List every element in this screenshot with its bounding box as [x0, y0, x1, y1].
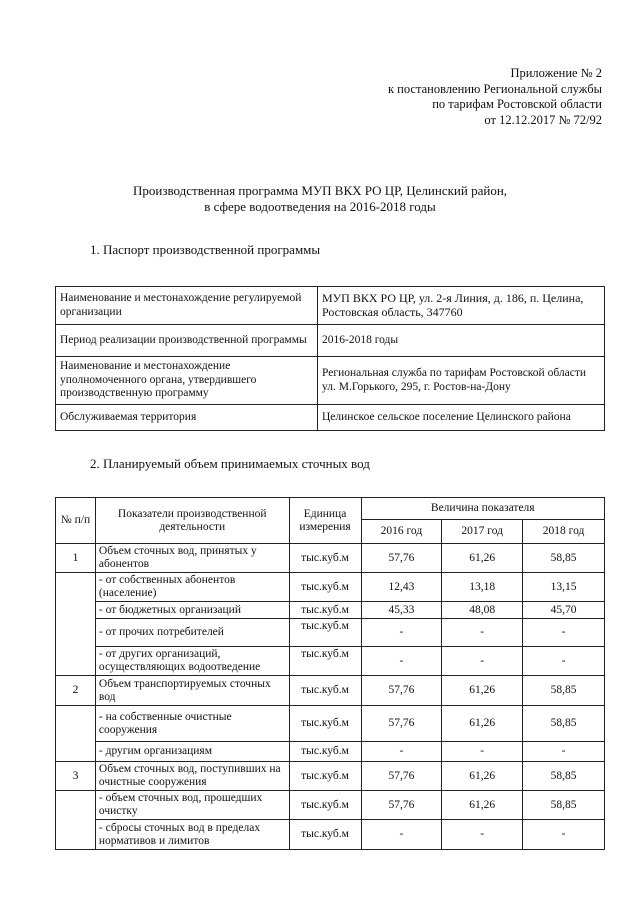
header-2017: 2017 год	[442, 520, 523, 544]
row-no	[56, 573, 96, 676]
section-1-heading: 1. Паспорт производственной программы	[90, 242, 321, 257]
row-2016: 57,76	[361, 544, 442, 573]
row-2017: 61,26	[442, 544, 523, 573]
passport-row	[56, 357, 605, 405]
passport-label: Наименование и местонахождение регулируемой организации	[56, 287, 318, 325]
row-2016: 57,76	[361, 706, 442, 742]
row-2017: 61,26	[442, 676, 523, 706]
row-2017: -	[442, 619, 523, 647]
row-no: 1	[56, 544, 96, 573]
row-no: 3	[56, 762, 96, 791]
row-unit: тыс.куб.м	[289, 791, 361, 820]
passport-row	[56, 405, 605, 431]
row-2017: -	[442, 647, 523, 676]
row-name: Объем сточных вод, поступивших на очистные сооружения	[95, 762, 289, 791]
row-unit: тыс.куб.м	[289, 602, 361, 619]
row-unit: тыс.куб.м	[289, 544, 361, 573]
row-2016: 57,76	[361, 762, 442, 791]
row-2017: 61,26	[442, 706, 523, 742]
row-2018: -	[523, 647, 605, 676]
table-row	[56, 762, 605, 791]
row-2016: -	[361, 647, 442, 676]
row-2016: 57,76	[361, 791, 442, 820]
row-name: - сбросы сточных вод в пределах нормативов и лимитов	[95, 820, 289, 850]
passport-table	[55, 286, 605, 431]
table-row	[56, 544, 605, 573]
passport-label: Обслуживаемая территория	[56, 405, 318, 431]
table-row	[56, 676, 605, 706]
passport-value: 2016-2018 годы	[318, 325, 605, 357]
section-2-heading: 2. Планируемый объем принимаемых сточных вод	[90, 456, 370, 471]
row-name: - на собственные очистные сооружения	[95, 706, 289, 742]
annex-line-3: по тарифам Ростовской области	[432, 97, 602, 111]
row-2017: -	[442, 742, 523, 762]
passport-row	[56, 287, 605, 325]
header-unit: Единица измерения	[289, 498, 361, 544]
passport-label: Наименование и местонахождение уполномоченного органа, утвердившего производственную программу	[56, 357, 318, 405]
row-2016: -	[361, 742, 442, 762]
row-2016: -	[361, 619, 442, 647]
row-unit: тыс.куб.м	[289, 762, 361, 791]
row-2018: 13,15	[523, 573, 605, 602]
row-unit: тыс.куб.м	[289, 619, 361, 647]
row-2018: 45,70	[523, 602, 605, 619]
row-unit: тыс.куб.м	[289, 647, 361, 676]
header-no: № п/п	[56, 498, 96, 544]
row-unit: тыс.куб.м	[289, 676, 361, 706]
table-row	[56, 647, 605, 676]
row-no: 2	[56, 676, 96, 706]
annex-line-1: Приложение № 2	[510, 66, 602, 80]
row-2016: 12,43	[361, 573, 442, 602]
row-2018: -	[523, 742, 605, 762]
annex-line-4: от 12.12.2017 № 72/92	[484, 112, 602, 127]
row-2017: 61,26	[442, 762, 523, 791]
table-row	[56, 820, 605, 850]
row-no	[56, 706, 96, 762]
row-unit: тыс.куб.м	[289, 573, 361, 602]
table-row	[56, 742, 605, 762]
passport-value: Целинское сельское поселение Целинского района	[318, 405, 605, 431]
row-2018: 58,85	[523, 791, 605, 820]
row-name: - от других организаций, осуществляющих водоотведение	[95, 647, 289, 676]
passport-value: Региональная служба по тарифам Ростовской области ул. М.Горького, 295, г. Ростов-на-Дону	[318, 357, 605, 405]
row-2018: -	[523, 820, 605, 850]
row-2018: 58,85	[523, 544, 605, 573]
passport-row	[56, 325, 605, 357]
header-2018: 2018 год	[523, 520, 605, 544]
row-2017: -	[442, 820, 523, 850]
table-row	[56, 706, 605, 742]
row-2018: 58,85	[523, 762, 605, 791]
header-indicator: Показатели производственной деятельности	[95, 498, 289, 544]
passport-label: Период реализации производственной программы	[56, 325, 318, 357]
row-2016: -	[361, 820, 442, 850]
volume-table	[55, 497, 605, 850]
row-unit: тыс.куб.м	[289, 820, 361, 850]
row-2016: 45,33	[361, 602, 442, 619]
row-2017: 61,26	[442, 791, 523, 820]
header-2016: 2016 год	[361, 520, 442, 544]
row-name: Объем сточных вод, принятых у абонентов	[95, 544, 289, 573]
table-row	[56, 602, 605, 619]
row-name: - от прочих потребителей	[95, 619, 289, 647]
table-row	[56, 791, 605, 820]
row-unit: тыс.куб.м	[289, 742, 361, 762]
row-2018: 58,85	[523, 676, 605, 706]
annex-header	[302, 66, 602, 128]
title-line-1: Производственная программа МУП ВКХ РО ЦР, Целинский район,	[132, 183, 508, 198]
row-2018: 58,85	[523, 706, 605, 742]
row-name: - от бюджетных организаций	[95, 602, 289, 619]
table-row	[56, 619, 605, 647]
title-line-2: в сфере водоотведения на 2016-2018 годы	[204, 199, 436, 214]
row-name: Объем транспортируемых сточных вод	[95, 676, 289, 706]
row-2017: 48,08	[442, 602, 523, 619]
header-value: Величина показателя	[361, 498, 605, 520]
row-name: - объем сточных вод, прошедших очистку	[95, 791, 289, 820]
table-row	[56, 573, 605, 602]
annex-line-2: к постановлению Региональной службы	[387, 81, 602, 96]
passport-value: МУП ВКХ РО ЦР, ул. 2-я Линия, д. 186, п. Целина, Ростовская область, 347760	[318, 287, 605, 325]
header-row	[56, 498, 605, 520]
row-2017: 13,18	[442, 573, 523, 602]
row-2018: -	[523, 619, 605, 647]
row-2016: 57,76	[361, 676, 442, 706]
row-name: - другим организациям	[95, 742, 289, 762]
row-no	[56, 791, 96, 850]
document-title	[60, 183, 580, 215]
row-name: - от собственных абонентов (население)	[95, 573, 289, 602]
row-unit: тыс.куб.м	[289, 706, 361, 742]
